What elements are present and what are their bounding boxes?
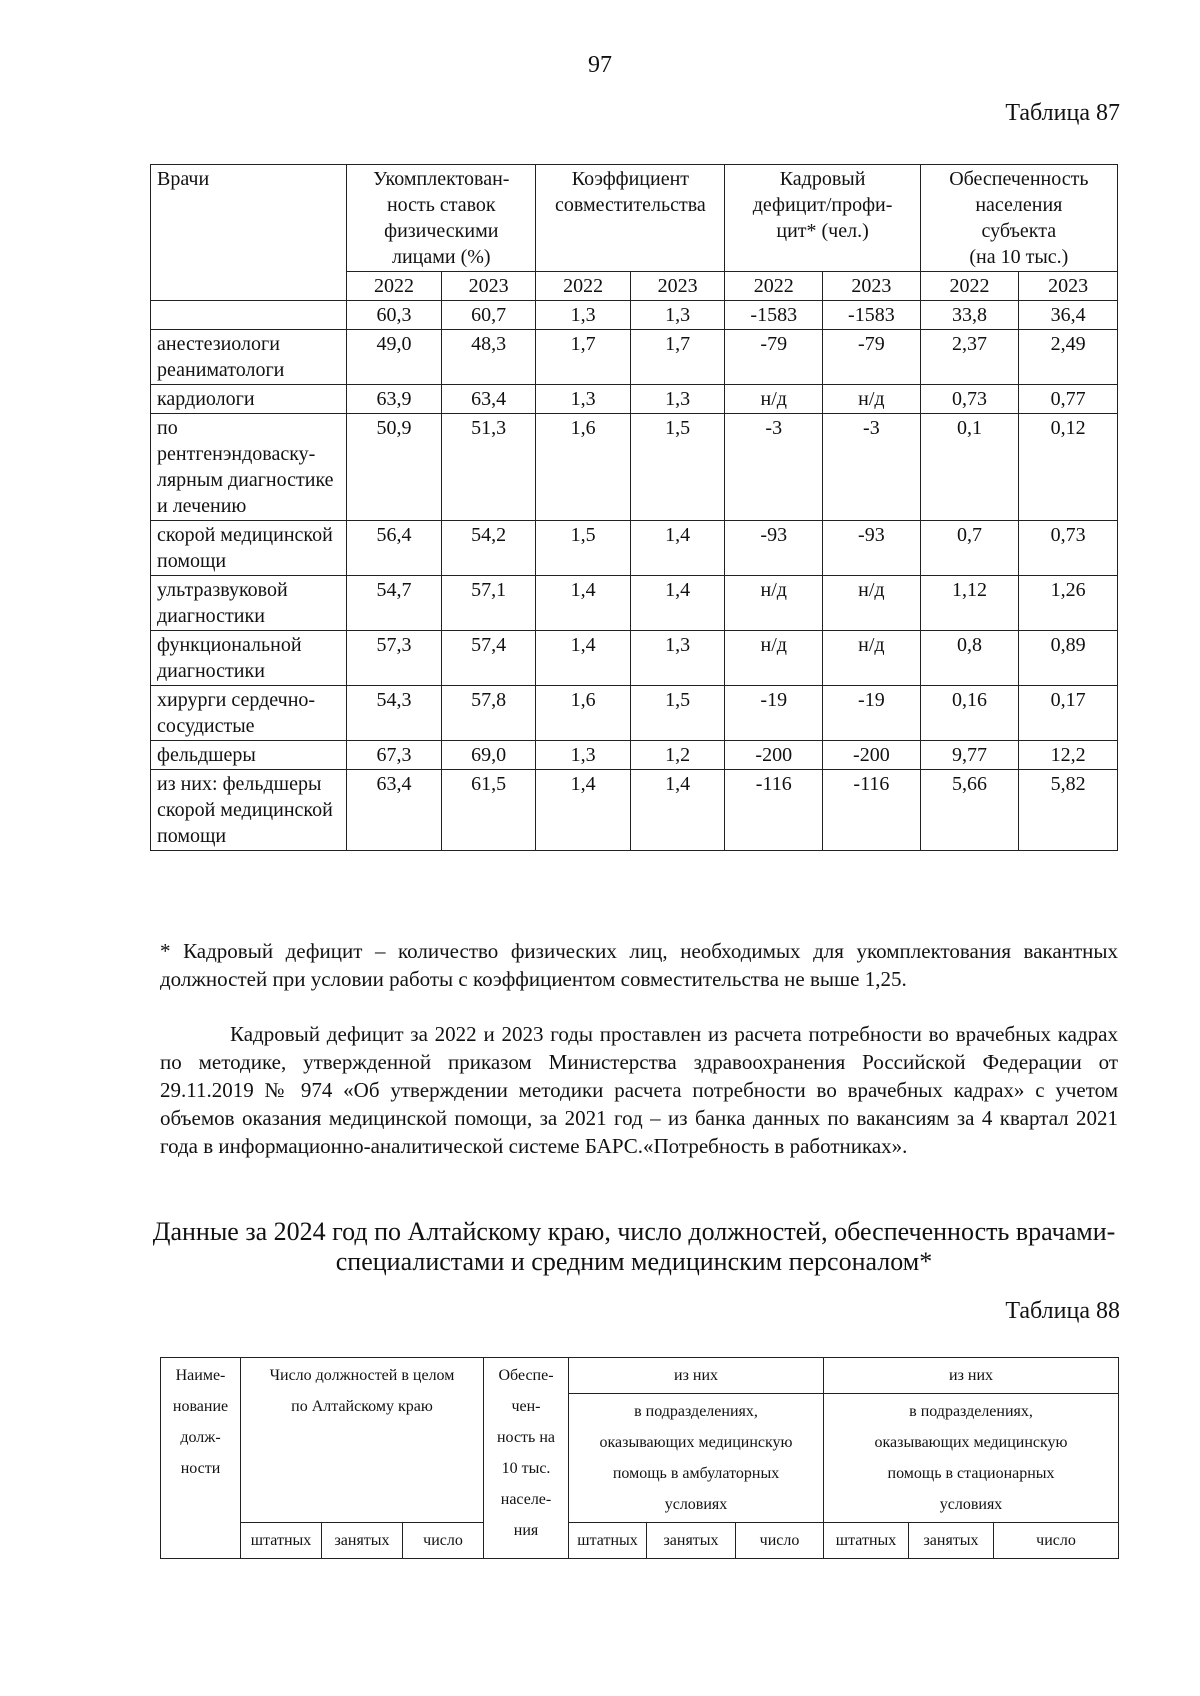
table-cell: 63,4 [347, 770, 442, 851]
table-cell: 12,2 [1019, 741, 1118, 770]
table-row [151, 385, 1118, 414]
table-87 [150, 164, 1118, 851]
table-cell: 60,7 [441, 301, 536, 330]
subheader-cell: число [994, 1523, 1119, 1559]
table-cell: 1,3 [630, 631, 725, 686]
table-row [151, 770, 1118, 851]
row-label: хирурги сердечно-сосудистые [151, 686, 347, 741]
table-cell: 63,4 [441, 385, 536, 414]
table-row [151, 686, 1118, 741]
table-cell: 2,49 [1019, 330, 1118, 385]
staffing-header: Укомплектован- ность ставок физическими лицами (%) [347, 165, 536, 272]
table-cell: 0,89 [1019, 631, 1118, 686]
table-cell: -200 [725, 741, 823, 770]
table-row [151, 741, 1118, 770]
table-row [151, 330, 1118, 385]
table-cell: 1,3 [630, 385, 725, 414]
table-cell: 49,0 [347, 330, 442, 385]
table-cell: -1583 [725, 301, 823, 330]
row-label: скорой медицинской помощи [151, 521, 347, 576]
year-header: 2023 [630, 272, 725, 301]
table-cell: 1,4 [630, 521, 725, 576]
table-cell: 5,66 [920, 770, 1019, 851]
table-cell: 60,3 [347, 301, 442, 330]
subheader-cell: штатных [824, 1523, 909, 1559]
footnote: * Кадровый дефицит – количество физических лиц, необходимых для укомплектования вакантных должностей при условии работы с коэффициентом совместительства не выше 1,25. [160, 939, 1118, 991]
table-cell: 1,6 [536, 686, 631, 741]
table-row [151, 301, 1118, 330]
table-cell: 1,4 [630, 576, 725, 631]
subheader-cell: занятых [909, 1523, 994, 1559]
table-cell: -19 [725, 686, 823, 741]
table-cell: 57,3 [347, 631, 442, 686]
table-cell: 50,9 [347, 414, 442, 521]
doctors-header: Врачи [151, 165, 347, 301]
table-cell: 1,4 [536, 576, 631, 631]
table-cell: 0,17 [1019, 686, 1118, 741]
table-cell: 1,5 [536, 521, 631, 576]
table-cell: 54,3 [347, 686, 442, 741]
table-cell: 1,6 [536, 414, 631, 521]
table-cell: 1,3 [536, 385, 631, 414]
year-header: 2022 [920, 272, 1019, 301]
table-cell: -200 [823, 741, 921, 770]
table-cell: 1,12 [920, 576, 1019, 631]
table-cell: 1,7 [630, 330, 725, 385]
subheader-cell: штатных [241, 1523, 322, 1559]
table-cell: н/д [823, 576, 921, 631]
row-label: функциональной диагностики [151, 631, 347, 686]
total-positions-header: Число должностей в целом по Алтайскому краю [241, 1358, 484, 1523]
table-cell: 1,4 [630, 770, 725, 851]
year-header: 2022 [347, 272, 442, 301]
subheader-cell: число [736, 1523, 824, 1559]
table-cell: 0,16 [920, 686, 1019, 741]
row-label: по рентгенэндоваску-лярным диагностике и лечению [151, 414, 347, 521]
row-label: анестезиологи реаниматологи [151, 330, 347, 385]
year-header: 2023 [441, 272, 536, 301]
row-label: фельдшеры [151, 741, 347, 770]
row-label [151, 301, 347, 330]
subheader-cell: штатных [569, 1523, 647, 1559]
table-87-caption: Таблица 87 [1005, 100, 1120, 126]
table-cell: 61,5 [441, 770, 536, 851]
table-cell: 57,4 [441, 631, 536, 686]
table-cell: 56,4 [347, 521, 442, 576]
table-cell: 1,4 [536, 770, 631, 851]
table-row [151, 576, 1118, 631]
table-cell: 57,1 [441, 576, 536, 631]
table-cell: 69,0 [441, 741, 536, 770]
table-cell: н/д [823, 385, 921, 414]
table-cell: 1,5 [630, 414, 725, 521]
table-cell: -116 [725, 770, 823, 851]
table-cell: 1,3 [630, 301, 725, 330]
subheader-cell: число [403, 1523, 484, 1559]
header-row [151, 165, 1118, 272]
provision-per-10k-header: Обеспе- чен- ность на 10 тыс. населе- ния [484, 1358, 569, 1559]
table-cell: 0,73 [1019, 521, 1118, 576]
table-cell: 1,26 [1019, 576, 1118, 631]
table-row [151, 521, 1118, 576]
table-88 [160, 1357, 1119, 1559]
table-cell: -116 [823, 770, 921, 851]
table-cell: 33,8 [920, 301, 1019, 330]
table-row [151, 631, 1118, 686]
row-label: из них: фельдшеры скорой медицинской помощи [151, 770, 347, 851]
table-cell: 1,2 [630, 741, 725, 770]
year-header: 2022 [725, 272, 823, 301]
table-cell: 0,73 [920, 385, 1019, 414]
table-cell: 1,5 [630, 686, 725, 741]
table-cell: 54,2 [441, 521, 536, 576]
table-cell: -93 [725, 521, 823, 576]
of-them-header: из них [824, 1358, 1119, 1394]
page-number: 97 [588, 52, 612, 78]
table-cell: 0,8 [920, 631, 1019, 686]
table-cell: -19 [823, 686, 921, 741]
table-cell: 1,4 [536, 631, 631, 686]
table-cell: 63,9 [347, 385, 442, 414]
coefficient-header: Коэффициент совместительства [536, 165, 725, 272]
table-row [151, 414, 1118, 521]
table-cell: 36,4 [1019, 301, 1118, 330]
year-header: 2023 [1019, 272, 1118, 301]
table-cell: 0,12 [1019, 414, 1118, 521]
table-cell: 1,3 [536, 741, 631, 770]
table-cell: н/д [823, 631, 921, 686]
table-cell: 67,3 [347, 741, 442, 770]
table-cell: 57,8 [441, 686, 536, 741]
position-name-header: Наиме- нование долж- ности [161, 1358, 241, 1559]
table-cell: -93 [823, 521, 921, 576]
year-header: 2023 [823, 272, 921, 301]
subheader-cell: занятых [647, 1523, 736, 1559]
provision-header: Обеспеченность населения субъекта (на 10 тыс.) [920, 165, 1117, 272]
table-cell: -79 [823, 330, 921, 385]
table-cell: 1,3 [536, 301, 631, 330]
table-cell: 1,7 [536, 330, 631, 385]
row-label: кардиологи [151, 385, 347, 414]
table-cell: -79 [725, 330, 823, 385]
table-cell: н/д [725, 576, 823, 631]
table-cell: 0,77 [1019, 385, 1118, 414]
subheader-cell: занятых [322, 1523, 403, 1559]
table-cell: 2,37 [920, 330, 1019, 385]
table-cell: 0,1 [920, 414, 1019, 521]
table-87-body [151, 301, 1118, 851]
table-cell: н/д [725, 385, 823, 414]
table-cell: 51,3 [441, 414, 536, 521]
table-cell: 9,77 [920, 741, 1019, 770]
table-cell: -3 [725, 414, 823, 521]
table-cell: 0,7 [920, 521, 1019, 576]
table-cell: -1583 [823, 301, 921, 330]
table-cell: 54,7 [347, 576, 442, 631]
section-heading: Данные за 2024 год по Алтайскому краю, число должностей, обеспеченность врачами-специалистами и средним медицинским персоналом* [152, 1217, 1116, 1276]
table-cell: н/д [725, 631, 823, 686]
table-cell: 48,3 [441, 330, 536, 385]
table-cell: 5,82 [1019, 770, 1118, 851]
table-88-caption: Таблица 88 [1005, 1298, 1120, 1324]
inpatient-header: в подразделениях, оказывающих медицинскую помощь в стационарных условиях [824, 1394, 1119, 1523]
year-header: 2022 [536, 272, 631, 301]
of-them-header: из них [569, 1358, 824, 1394]
outpatient-header: в подразделениях, оказывающих медицинскую помощь в амбулаторных условиях [569, 1394, 824, 1523]
table-cell: -3 [823, 414, 921, 521]
row-label: ультразвуковой диагностики [151, 576, 347, 631]
deficit-header: Кадровый дефицит/профи- цит* (чел.) [725, 165, 920, 272]
paragraph: Кадровый дефицит за 2022 и 2023 годы проставлен из расчета потребности во врачебных кадрах по методике, утвержденной приказом Министерства здравоохранения Российской Федерации от 29.11.2019 № 974 «Об утверждении методики расчета потребности во врачебных кадрах» с учетом объемов оказания медицинской помощи, за 2021 год – из банка данных по вакансиям за 4 квартал 2021 года в информационно-аналитической системе БАРС.«Потребность в работниках». [160, 1022, 1118, 1158]
